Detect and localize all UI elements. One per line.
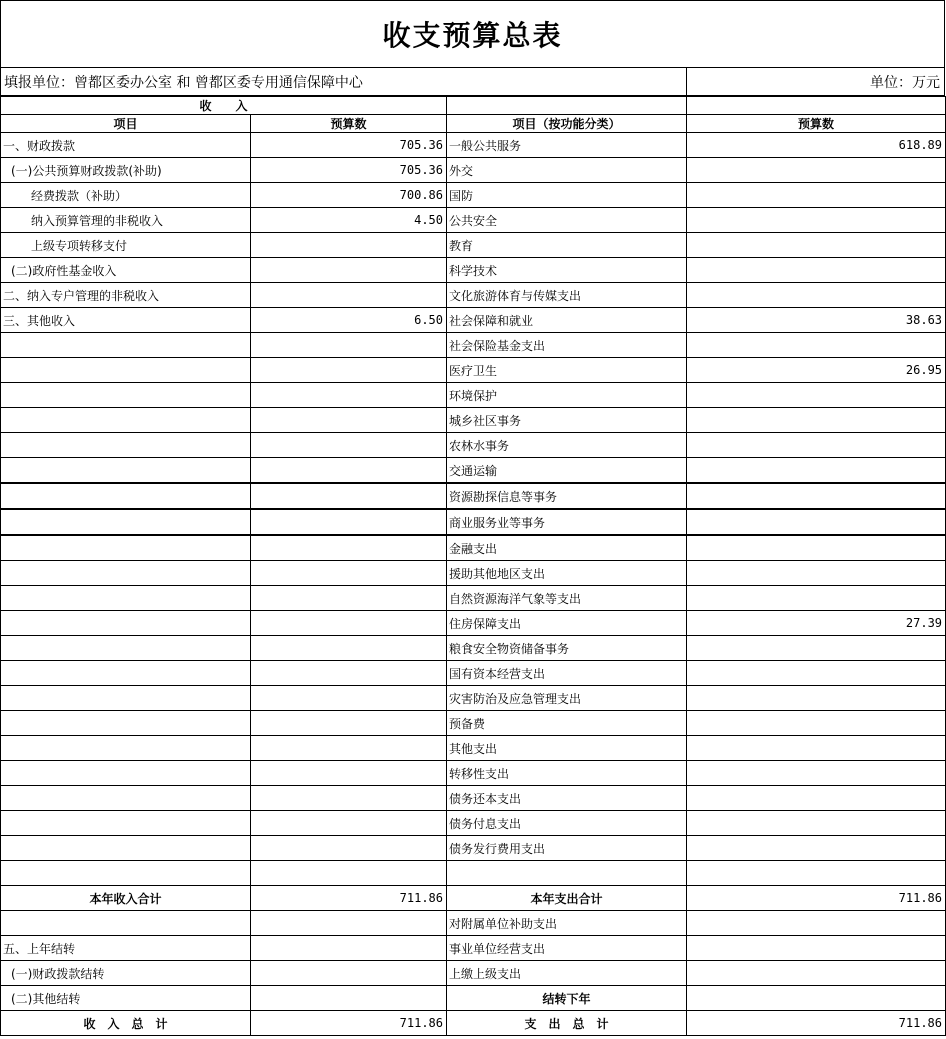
income-value-cell — [251, 333, 447, 358]
exp-value-cell — [687, 433, 946, 458]
table-row — [1, 133, 946, 158]
income-value-cell — [251, 861, 447, 886]
income-value-cell — [251, 961, 447, 986]
header-group-row — [1, 97, 946, 115]
exp-label-cell: 社会保障和就业 — [447, 308, 687, 333]
grand-income-total-label: 收 入 总 计 — [1, 1011, 251, 1036]
exp-label-cell: 上缴上级支出 — [447, 961, 687, 986]
other-carry-label: (二)其他结转 — [1, 986, 251, 1011]
income-label-cell — [1, 786, 251, 811]
income-label-cell: (一)财政拨款结转 — [1, 961, 251, 986]
year-total-row — [1, 886, 946, 911]
exp-value-cell — [687, 408, 946, 433]
exp-value-cell — [687, 233, 946, 258]
table-row — [1, 208, 946, 233]
income-label-cell — [1, 561, 251, 586]
income-value-cell — [251, 233, 447, 258]
grand-total-row — [1, 1011, 946, 1036]
exp-value-cell: 27.39 — [687, 611, 946, 636]
table-row — [1, 233, 946, 258]
table-row — [1, 636, 946, 661]
income-label-cell: 五、上年结转 — [1, 936, 251, 961]
table-row — [1, 158, 946, 183]
income-value-cell — [251, 535, 447, 561]
exp-value-cell — [687, 661, 946, 686]
exp-value-cell — [687, 183, 946, 208]
table-row — [1, 433, 946, 458]
table-row — [1, 961, 946, 986]
income-label-cell — [1, 661, 251, 686]
exp-label-cell: 金融支出 — [447, 535, 687, 561]
exp-value-cell — [687, 333, 946, 358]
table-row — [1, 811, 946, 836]
income-label-cell — [1, 911, 251, 936]
income-label-cell: (一)公共预算财政拨款(补助) — [1, 158, 251, 183]
income-label-cell — [1, 836, 251, 861]
header-row — [1, 115, 946, 133]
exp-label-cell: 商业服务业等事务 — [447, 509, 687, 535]
year-income-total-label: 本年收入合计 — [1, 886, 251, 911]
exp-budget-header: 预算数 — [687, 115, 946, 133]
income-budget-header: 预算数 — [251, 115, 447, 133]
table-row — [1, 736, 946, 761]
income-value-cell — [251, 458, 447, 484]
exp-label-cell: 粮食安全物资储备事务 — [447, 636, 687, 661]
exp-label-cell: 教育 — [447, 233, 687, 258]
exp-label-cell: 债务付息支出 — [447, 811, 687, 836]
table-row — [1, 786, 946, 811]
exp-value-cell — [687, 761, 946, 786]
income-value-cell — [251, 283, 447, 308]
income-value-cell — [251, 509, 447, 535]
table-row — [1, 383, 946, 408]
exp-label-cell: 外交 — [447, 158, 687, 183]
exp-value-cell — [687, 911, 946, 936]
exp-value-cell — [687, 158, 946, 183]
exp-value-cell — [687, 258, 946, 283]
exp-label-cell: 农林水事务 — [447, 433, 687, 458]
income-label-cell: 纳入预算管理的非税收入 — [1, 208, 251, 233]
income-label-cell — [1, 333, 251, 358]
table-row — [1, 711, 946, 736]
exp-value-cell: 38.63 — [687, 308, 946, 333]
income-label-cell — [1, 761, 251, 786]
exp-label-cell: 环境保护 — [447, 383, 687, 408]
table-row — [1, 183, 946, 208]
exp-value-cell — [687, 535, 946, 561]
income-value-cell: 705.36 — [251, 133, 447, 158]
exp-value-cell — [687, 561, 946, 586]
exp-value-cell — [687, 811, 946, 836]
grand-income-total-value: 711.86 — [251, 1011, 447, 1036]
exp-label-cell: 医疗卫生 — [447, 358, 687, 383]
exp-label-cell: 社会保险基金支出 — [447, 333, 687, 358]
table-row — [1, 535, 946, 561]
exp-value-cell: 618.89 — [687, 133, 946, 158]
exp-label-cell: 国有资本经营支出 — [447, 661, 687, 686]
exp-value-cell — [687, 961, 946, 986]
year-income-total-value: 711.86 — [251, 886, 447, 911]
income-value-cell — [251, 483, 447, 509]
income-label-cell — [1, 535, 251, 561]
exp-label-cell: 转移性支出 — [447, 761, 687, 786]
carry-next-value — [687, 986, 946, 1011]
income-label-cell: (二)政府性基金收入 — [1, 258, 251, 283]
exp-label-cell: 国防 — [447, 183, 687, 208]
income-value-cell — [251, 711, 447, 736]
income-label-cell — [1, 586, 251, 611]
income-value-cell — [251, 561, 447, 586]
income-value-cell — [251, 358, 447, 383]
income-label-cell — [1, 811, 251, 836]
table-row — [1, 283, 946, 308]
exp-value-cell — [687, 861, 946, 886]
budget-table — [0, 96, 946, 1036]
income-value-cell — [251, 433, 447, 458]
income-value-cell — [251, 258, 447, 283]
exp-value-cell — [687, 711, 946, 736]
exp-label-cell: 债务发行费用支出 — [447, 836, 687, 861]
table-row — [1, 333, 946, 358]
income-label-cell — [1, 611, 251, 636]
income-value-cell — [251, 383, 447, 408]
income-label-cell — [1, 408, 251, 433]
exp-label-cell: 预备费 — [447, 711, 687, 736]
exp-group-header-empty-2 — [687, 97, 946, 115]
income-value-cell — [251, 611, 447, 636]
table-row — [1, 308, 946, 333]
table-body — [1, 133, 946, 886]
exp-label-cell: 事业单位经营支出 — [447, 936, 687, 961]
income-value-cell: 705.36 — [251, 158, 447, 183]
income-value-cell — [251, 686, 447, 711]
table-row — [1, 761, 946, 786]
exp-label-cell: 其他支出 — [447, 736, 687, 761]
income-value-cell — [251, 736, 447, 761]
income-value-cell — [251, 911, 447, 936]
exp-label-cell: 住房保障支出 — [447, 611, 687, 636]
exp-value-cell — [687, 686, 946, 711]
unit-info-bar — [0, 68, 945, 96]
table-row — [1, 836, 946, 861]
income-value-cell — [251, 936, 447, 961]
table-row — [1, 258, 946, 283]
exp-label-cell: 援助其他地区支出 — [447, 561, 687, 586]
income-value-cell — [251, 586, 447, 611]
table-row — [1, 509, 946, 535]
income-value-cell — [251, 761, 447, 786]
other-carry-value — [251, 986, 447, 1011]
carry-row — [1, 986, 946, 1011]
income-value-cell — [251, 836, 447, 861]
exp-value-cell — [687, 736, 946, 761]
exp-label-cell: 资源勘探信息等事务 — [447, 483, 687, 509]
grand-exp-total-label: 支 出 总 计 — [447, 1011, 687, 1036]
table-row — [1, 358, 946, 383]
exp-label-cell: 公共安全 — [447, 208, 687, 233]
income-label-cell — [1, 383, 251, 408]
exp-value-cell — [687, 383, 946, 408]
income-label-cell — [1, 686, 251, 711]
income-label-cell — [1, 861, 251, 886]
income-label-cell — [1, 483, 251, 509]
income-label-cell — [1, 458, 251, 484]
exp-label-cell: 文化旅游体育与传媒支出 — [447, 283, 687, 308]
exp-value-cell — [687, 283, 946, 308]
exp-value-cell — [687, 636, 946, 661]
exp-value-cell — [687, 786, 946, 811]
income-value-cell — [251, 811, 447, 836]
income-label-cell: 经费拨款（补助） — [1, 183, 251, 208]
exp-item-header: 项目（按功能分类） — [447, 115, 687, 133]
exp-value-cell — [687, 836, 946, 861]
year-exp-total-label: 本年支出合计 — [447, 886, 687, 911]
page-title: 收支预算总表 — [0, 0, 945, 68]
exp-label-cell: 自然资源海洋气象等支出 — [447, 586, 687, 611]
table-row — [1, 936, 946, 961]
carry-next-label: 结转下年 — [447, 986, 687, 1011]
exp-value-cell — [687, 936, 946, 961]
table-row — [1, 483, 946, 509]
income-label-cell: 一、财政拨款 — [1, 133, 251, 158]
income-label-cell — [1, 433, 251, 458]
fill-unit-label: 填报单位：曾都区委办公室 和 曾都区委专用通信保障中心 — [1, 68, 687, 95]
table-row — [1, 861, 946, 886]
income-value-cell: 6.50 — [251, 308, 447, 333]
exp-label-cell: 科学技术 — [447, 258, 687, 283]
income-label-cell — [1, 711, 251, 736]
income-value-cell: 4.50 — [251, 208, 447, 233]
table-row — [1, 586, 946, 611]
income-item-header: 项目 — [1, 115, 251, 133]
exp-value-cell — [687, 586, 946, 611]
income-label-cell — [1, 509, 251, 535]
exp-label-cell: 交通运输 — [447, 458, 687, 484]
table-row — [1, 611, 946, 636]
table-row — [1, 686, 946, 711]
income-value-cell — [251, 408, 447, 433]
exp-label-cell: 城乡社区事务 — [447, 408, 687, 433]
exp-label-cell — [447, 861, 687, 886]
year-exp-total-value: 711.86 — [687, 886, 946, 911]
income-label-cell — [1, 636, 251, 661]
exp-label-cell: 对附属单位补助支出 — [447, 911, 687, 936]
income-value-cell — [251, 661, 447, 686]
exp-value-cell — [687, 458, 946, 484]
income-value-cell: 700.86 — [251, 183, 447, 208]
exp-group-header-empty — [447, 97, 687, 115]
income-label-cell: 三、其他收入 — [1, 308, 251, 333]
unit-label: 单位：万元 — [870, 74, 940, 91]
exp-value-cell: 26.95 — [687, 358, 946, 383]
table-row — [1, 458, 946, 484]
exp-value-cell — [687, 509, 946, 535]
income-group-header: 收 入 — [1, 97, 447, 115]
table-row — [1, 408, 946, 433]
income-value-cell — [251, 786, 447, 811]
exp-label-cell: 灾害防治及应急管理支出 — [447, 686, 687, 711]
income-label-cell: 上级专项转移支付 — [1, 233, 251, 258]
exp-label-cell: 一般公共服务 — [447, 133, 687, 158]
exp-label-cell: 债务还本支出 — [447, 786, 687, 811]
income-label-cell — [1, 736, 251, 761]
exp-value-cell — [687, 483, 946, 509]
exp-value-cell — [687, 208, 946, 233]
table-row — [1, 561, 946, 586]
grand-exp-total-value: 711.86 — [687, 1011, 946, 1036]
table-row — [1, 661, 946, 686]
totals-body — [1, 886, 946, 1036]
income-label-cell: 二、纳入专户管理的非税收入 — [1, 283, 251, 308]
income-label-cell — [1, 358, 251, 383]
table-row — [1, 911, 946, 936]
income-value-cell — [251, 636, 447, 661]
